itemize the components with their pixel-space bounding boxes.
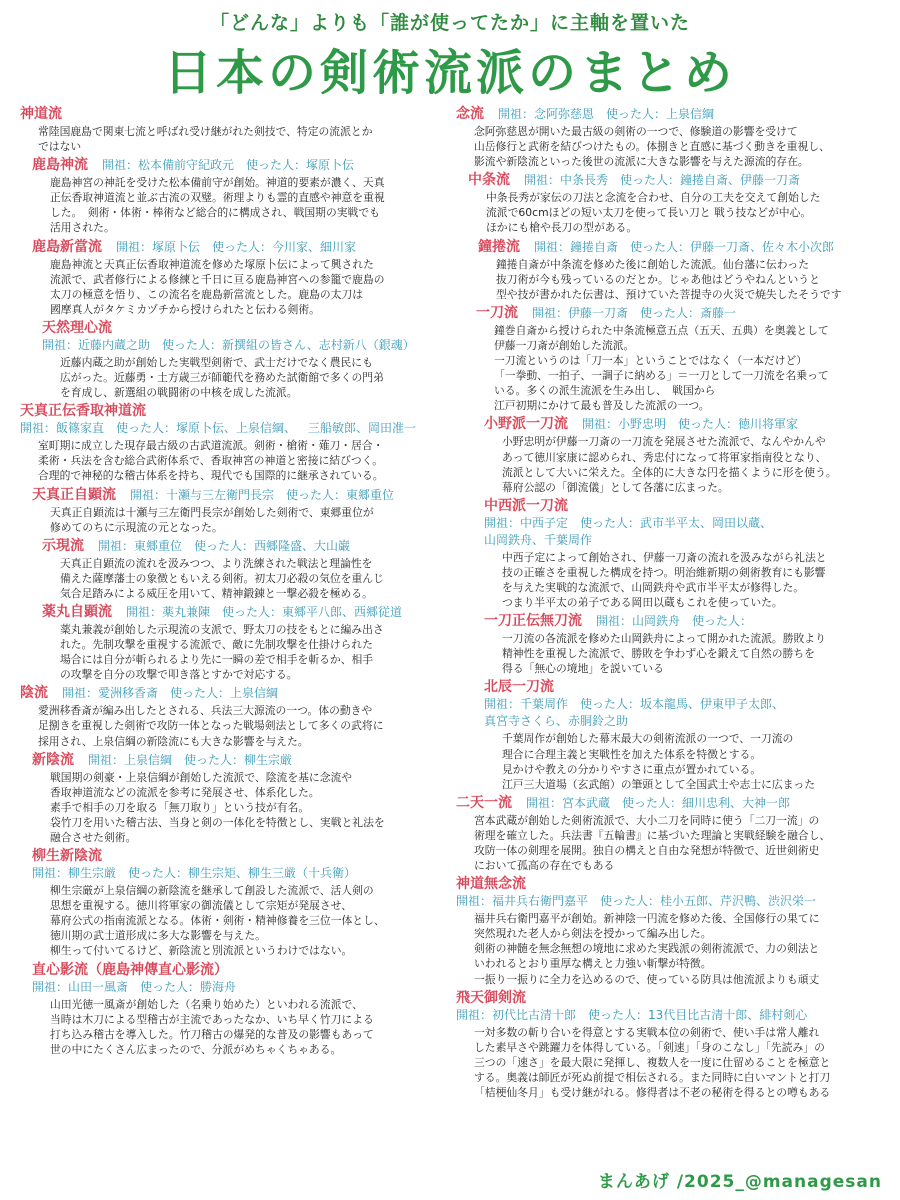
description-line: 鹿島神宮の神託を受けた松本備前守が創始。神道的要素が濃く、天真 — [50, 176, 385, 190]
description-line: 融合させた剣術。 — [50, 831, 137, 844]
school-heading — [484, 613, 886, 630]
founder-label: 開祖：松本備前守紀政元 — [102, 158, 235, 173]
school-heading — [32, 487, 448, 504]
description-line: 当時は木刀による型稽古が主流であったなか、いち早く竹刀による — [50, 1012, 374, 1026]
school-description — [50, 997, 448, 1057]
description-line: 剣術の神髄を無念無想の境地に求めた実践派の剣術流派で、力の剣法と — [474, 942, 820, 956]
school-name: 鹿島新當流 — [32, 238, 102, 255]
users-label: 使った人：塚原卜伝、上泉信綱、 — [116, 421, 297, 436]
users-label: 使った人：新撰組の皆さん、志村新八（銀魂） — [162, 337, 415, 352]
description-line: 採用され、上泉信綱の新陰流にも大きな影響を与えた。 — [38, 734, 309, 748]
description-line: 合理的で神秘的な稽古体系を持ち、現代でも国際的に継承されている。 — [38, 469, 384, 483]
description-line: 型や技が書かれた伝書は、預けていた菩提寺の火災で焼失したそうです — [496, 287, 842, 301]
school-heading — [476, 305, 886, 322]
users-label: 使った人：柳生宗矩、柳生三厳（十兵衛） — [128, 866, 357, 881]
users-label: 使った人：塚原卜伝 — [246, 158, 355, 173]
founder-label: 開祖：伊藤一刀斎 — [532, 305, 629, 320]
school-entry — [456, 498, 886, 610]
description-line: ではない — [38, 140, 82, 154]
description-line: を与えた実戦的な流派で、山岡鉄舟や武市半平太が修得した。 — [502, 580, 805, 594]
school-name: 一刀流 — [476, 304, 518, 321]
school-entry — [20, 403, 448, 483]
school-name: 天然理心流 — [42, 319, 112, 336]
description-line: 江戸三大道場（玄武館）の筆頭として全国武士や志士に広まった — [502, 777, 816, 791]
description-line: した素早さや跳躍力を体得している。「剣速」「身のこなし」「先読み」の — [474, 1040, 825, 1054]
founder-label: 開祖：十瀬与三左衛門長宗 — [130, 487, 275, 502]
description-line: 徳川期の武士道形成に多大な影響を与えた。 — [50, 929, 266, 943]
users-label: 真宮寺さくら、赤胴鈴之助 — [484, 714, 629, 729]
description-line: 修めてのちに示現流の元となった。 — [50, 520, 223, 534]
school-name: 新陰流 — [32, 751, 74, 768]
school-heading — [42, 320, 448, 354]
school-heading — [20, 403, 448, 437]
school-name: 北辰一刀流 — [484, 679, 554, 696]
founder-label: 開祖：初代比古清十郎 — [456, 1007, 577, 1022]
description-line: 柳生宗厳が上泉信綱の新陰流を継承して創設した流派で、活人剣の — [50, 884, 374, 898]
school-entry — [456, 106, 886, 169]
description-line: 備えた薩摩藩士の象徴ともいえる剣術。初太刀必殺の気位を重んじ — [60, 571, 384, 585]
right-column — [456, 106, 886, 1103]
school-meta — [126, 604, 414, 621]
school-heading — [32, 752, 448, 769]
description-line: した。 剣術・体術・棒術など総合的に構成され、戦国期の実戦でも — [50, 206, 380, 220]
description-line: 國摩真人がタケミカヅチから授けられたと伝わる剣術。 — [50, 302, 320, 316]
school-meta — [62, 685, 290, 702]
school-heading — [42, 538, 448, 555]
school-description — [60, 355, 448, 400]
description-line: 一振り一振りに全力を込めるので、使っている防具は他流派よりも頑丈 — [474, 972, 820, 986]
school-description — [50, 770, 448, 845]
school-description — [474, 1025, 886, 1100]
school-description — [502, 631, 886, 676]
school-entry — [20, 487, 448, 535]
school-entry — [20, 848, 448, 958]
school-entry — [20, 157, 448, 235]
school-name: 柳生新陰流 — [32, 848, 102, 865]
description-line: 宮本武蔵が創始した剣術流派で、大小二刀を同時に使う「二刀一流」の — [474, 813, 820, 827]
school-name: 天真正伝香取神道流 — [20, 403, 146, 420]
school-name: 神道流 — [20, 106, 62, 122]
users-label: 使った人：伊藤一刀斎、佐々木小次郎 — [630, 239, 835, 254]
founder-label: 開祖：小野忠明 — [582, 417, 667, 432]
school-meta — [88, 752, 304, 769]
school-heading — [484, 679, 886, 730]
school-meta — [32, 979, 248, 996]
school-entry — [456, 305, 886, 414]
school-description — [502, 434, 886, 494]
description-line: 思想を重視する。徳川将軍家の御流儀として宗矩が発展させ、 — [50, 899, 352, 913]
school-meta — [532, 305, 748, 322]
description-line: 天真正自顕流の流れを汲みつつ、より洗練された戦法と理論性を — [60, 556, 373, 570]
users-label: 使った人：東郷重位 — [286, 487, 395, 502]
users-label: 使った人：徳川将軍家 — [678, 417, 799, 432]
page-title: 日本の剣術流派のまとめ — [163, 45, 736, 101]
description-line: 技の正確さを重視した構成を持つ。明治維新期の剣術教育にも影響 — [502, 565, 826, 579]
school-meta — [130, 487, 406, 504]
description-line: 攻防一体の剣理を展開。独自の構えと自由な発想が特徴で、近世剣術史 — [474, 844, 820, 857]
school-name: 直心影流（鹿島神傳直心影流） — [32, 961, 228, 978]
school-description — [474, 813, 886, 873]
description-line: れた。先制攻撃を重視する流派で、敵に先制攻撃を仕掛けられた — [60, 638, 373, 652]
description-line: 抜刀術が今も残っているのだとか。じゃあ他はどうやねんというと — [496, 272, 820, 286]
description-line: 小野忠明が伊藤一刀斎の一刀流を発展させた流派で、なんやかんや — [502, 435, 826, 449]
description-line: 山田光徳一風斎が創始した（名乗り始めた）といわれる流派で、 — [50, 997, 363, 1011]
description-line: 鐘巻自斎から授けられた中条流極意五点（五天、五典）を奥義として — [494, 323, 829, 337]
school-description — [50, 883, 448, 958]
users-label: 使った人：桂小五郎、芹沢鴨、渋沢栄一 — [600, 894, 817, 909]
description-line: 足捌きを重視した剣術で攻防一体となった戦場剣法として多くの武将に — [38, 719, 384, 733]
school-description — [494, 323, 886, 414]
description-line: 柔術・兵法を含む総合武術体系で、香取神宮の神道と密接に結びつく。 — [38, 454, 384, 468]
users-label: 山岡鉄舟、千葉周作 — [484, 532, 593, 547]
school-entry — [20, 106, 448, 154]
founder-label: 開祖：塚原卜伝 — [116, 239, 201, 254]
school-heading — [484, 416, 886, 433]
founder-label: 開祖：中西子定 — [484, 515, 569, 530]
school-heading — [456, 106, 886, 123]
description-line: 一刀流というのは「刀一本」ということではなく（一本だけど） — [494, 354, 808, 368]
author-credit: まんあげ /2025_@managesan — [597, 1172, 882, 1192]
school-meta — [484, 515, 886, 549]
school-meta — [484, 696, 886, 730]
description-line: 江戸初期にかけて最も普及した流派の一つ。 — [494, 399, 710, 413]
description-line: 幕府公認の「御流儀」として各藩に広まった。 — [502, 480, 729, 494]
school-heading — [20, 106, 448, 123]
school-meta — [98, 538, 362, 555]
users-label: 使った人：武市半平太、岡田以蔵、 — [580, 515, 773, 530]
description-line: あって徳川家康に認められ、秀忠付になって将軍家指南役となり、 — [502, 450, 827, 464]
school-description — [38, 703, 448, 748]
description-line: 正伝香取神道流と並ぶ古流の双璧。術理よりも霊的直感や神意を重視 — [50, 191, 385, 205]
school-entry — [20, 685, 448, 748]
school-description — [486, 190, 886, 235]
school-name: 鐘捲流 — [478, 238, 520, 255]
founder-label: 開祖：東郷重位 — [98, 538, 183, 553]
users-label: 三船敏郎、岡田准一 — [308, 421, 417, 436]
description-line: 愛洲移香斎が編み出したとされる、兵法三大源流の一つ。体の動きや — [38, 704, 373, 718]
school-description — [50, 175, 448, 235]
description-line: 常陸国鹿島で関東七流と呼ばれ受け継がれた剣技で、特定の流派とか — [38, 125, 373, 138]
description-line: 流派で60cmほどの短い太刀を使って長い刀と 戦う技などが中心。 — [486, 206, 812, 220]
description-line: 世の中にたくさん広まったので、分派がめちゃくちゃある。 — [50, 1042, 342, 1056]
school-meta — [116, 239, 368, 256]
school-name: 天真正自顕流 — [32, 486, 116, 503]
school-entry — [456, 239, 886, 302]
school-name: 薬丸自顕流 — [42, 603, 112, 620]
school-description — [502, 731, 886, 791]
founder-label: 開祖：福井兵右衛門嘉平 — [456, 894, 589, 909]
founder-label: 開祖：中条長秀 — [524, 173, 609, 188]
school-description — [38, 124, 448, 154]
school-name: 中条流 — [468, 172, 510, 189]
school-entry — [456, 172, 886, 235]
description-line: 戦国期の剣豪・上泉信綱が創始した流派で、陰流を基に念流や — [50, 770, 353, 784]
founder-label: 開祖：薬丸兼陳 — [126, 604, 211, 619]
school-heading — [32, 962, 448, 996]
school-entry — [20, 604, 448, 682]
founder-label: 開祖：鐘捲自斎 — [534, 239, 619, 254]
description-line: 福井兵右衛門嘉平が創始。新神陰一円流を修めた後、全国修行の果てに — [474, 912, 820, 926]
description-line: の攻撃を自分の攻撃で叩き落とすかで対応する。 — [60, 668, 298, 682]
description-line: 天真正自顕流は十瀬与三左衛門長宗が創始した剣術で、東郷重位が — [50, 505, 374, 519]
description-line: 突然現れた老人から剣法を授かって編み出した。 — [474, 927, 712, 941]
school-heading — [20, 685, 448, 702]
users-label: 使った人： — [692, 614, 753, 629]
users-label: 使った人：勝海舟 — [140, 979, 237, 994]
school-name: 一刀正伝無刀流 — [484, 613, 582, 630]
description-line: いる。多くの派生流派を生み出し、 戦国から — [494, 384, 716, 398]
description-line: 精神性を重視した流派で、勝敗を争わず心を鍛えて自然の勝ちを — [502, 647, 815, 661]
description-line: つまり半平太の弟子である岡田以蔵もこれを使っていた。 — [502, 596, 783, 610]
founder-label: 開祖：上泉信綱 — [88, 752, 173, 767]
school-meta — [534, 239, 846, 256]
description-line: 見かけや教えの分かりやすさに重点が置かれている。 — [502, 762, 762, 776]
users-label: 使った人：東郷平八郎、西郷従道 — [222, 604, 403, 619]
school-entry — [456, 613, 886, 676]
school-name: 中西派一刀流 — [484, 497, 568, 514]
description-line: 流派で、武者修行による修練と千日に亘る鹿島神宮への参籠で鹿島の — [50, 272, 385, 286]
school-heading — [32, 239, 448, 256]
school-meta — [20, 420, 428, 437]
founder-label: 開祖：山岡鉄舟 — [596, 614, 681, 629]
founder-label: 開祖：宮本武蔵 — [526, 795, 611, 810]
description-line: 一刀流の各流派を修めた山岡鉄舟によって開かれた流派。勝敗より — [502, 632, 826, 646]
school-entry — [456, 990, 886, 1100]
school-name: 神道無念流 — [456, 876, 526, 893]
description-line: 幕府公式の指南流派となる。体術・剣術・精神修養を三位一体とし、 — [50, 914, 385, 928]
school-meta — [42, 337, 427, 354]
school-entry — [20, 962, 448, 1057]
description-line: 打ち込み稽古を導入した。竹刀稽古の爆発的な普及の影響もあって — [50, 1027, 374, 1041]
school-name: 二天一流 — [456, 794, 512, 811]
school-meta — [582, 416, 810, 433]
school-meta — [498, 106, 726, 123]
description-line: 山岳修行と武術を結びつけたもの。体捌きと直感に基づく動きを重視し、 — [474, 140, 830, 154]
description-line: ほかにも槍や長刀の型がある。 — [486, 221, 638, 235]
description-line: 鐘捲自斎が中条流を修めた後に創始した流派。仙台藩に伝わった — [496, 257, 809, 271]
description-line: する。奥義は師匠が死ぬ前提で相伝される。また同時に白いマントと打刀 — [474, 1070, 831, 1084]
school-meta — [456, 893, 828, 910]
school-entry — [20, 320, 448, 400]
description-line: 室町期に成立した現存最古級の古武道流派。剣術・槍術・薙刀・居合・ — [38, 439, 384, 453]
school-description — [474, 124, 886, 169]
school-meta — [526, 795, 802, 812]
school-name: 陰流 — [20, 685, 48, 702]
description-line: において孤高の存在でもある — [474, 859, 615, 873]
school-entry — [456, 416, 886, 494]
school-meta — [524, 172, 812, 189]
description-line: 近藤内蔵之助が創始した実戦型剣術で、武士だけでなく農民にも — [60, 355, 373, 369]
users-label: 使った人：上泉信綱 — [606, 107, 715, 121]
school-entry — [456, 795, 886, 873]
description-line: 太刀の極意を悟り、この流名を鹿島新當流とした。鹿島の太刀は — [50, 287, 364, 301]
school-description — [60, 556, 448, 601]
school-heading — [42, 604, 448, 621]
school-description — [496, 257, 886, 302]
description-line: 柳生って付いてるけど、新陰流と別流派というわけではない。 — [50, 944, 353, 958]
users-label: 使った人：西郷隆盛、大山巌 — [194, 538, 351, 553]
founder-label: 開祖：愛洲移香斎 — [62, 686, 159, 701]
users-label: 使った人：上泉信綱 — [170, 686, 279, 701]
users-label: 使った人：柳生宗厳 — [184, 752, 293, 767]
description-line: 得る「無心の境地」を説いている — [502, 662, 664, 676]
header — [0, 0, 900, 100]
description-line: 三つの「速さ」を最大限に発揮し、複数人を一度に仕留めることを極意と — [474, 1055, 831, 1069]
founder-label: 開祖：千葉周作 — [484, 697, 569, 712]
school-heading — [484, 498, 886, 549]
school-name: 念流 — [456, 106, 484, 122]
school-meta — [456, 1007, 819, 1024]
school-description — [502, 550, 886, 610]
founder-label: 開祖：近藤内蔵之助 — [42, 337, 151, 352]
description-line: 影流や新陰流といった後世の流派に大きな影響を与えた源流的存在。 — [474, 155, 809, 169]
school-name: 飛天御剣流 — [456, 989, 526, 1006]
description-line: 中西子定によって創始され、伊藤一刀斎の流れを汲みながら礼法と — [502, 550, 827, 564]
description-line: 一対多数の斬り合いを得意とする実戦本位の剣術で、使い手は常人離れ — [474, 1025, 820, 1039]
description-line: 素手で相手の刀を取る「無刀取り」という技が有名。 — [50, 800, 310, 814]
founder-label: 開祖：念阿弥慈恩 — [498, 107, 595, 121]
description-line: 気合足踏みによる威圧を用いて、精神鍛錬と一撃必殺を極める。 — [60, 586, 373, 600]
description-line: 伊藤一刀斎が創始した流派。 — [494, 338, 635, 352]
school-meta — [102, 157, 366, 174]
school-heading — [456, 990, 886, 1024]
subtitle: 「どんな」よりも「誰が使ってたか」に主軸を置いた — [209, 12, 690, 34]
school-meta — [32, 865, 368, 882]
school-heading — [478, 239, 886, 256]
school-description — [60, 622, 448, 682]
description-line: 中条長秀が家伝の刀法と念流を合わせ、自分の工夫を交えて創始した — [486, 191, 821, 205]
left-column — [20, 106, 448, 1060]
description-line: 理合に合理主義と実戦性を加えた体系を特徴とする。 — [502, 747, 762, 761]
description-line: 「桔梗仙冬月」も受け継がれる。修得者は不老の秘術を得るとの噂もある — [474, 1086, 831, 1100]
school-description — [474, 911, 886, 986]
school-description — [50, 257, 448, 317]
description-line: 術理を確立した。兵法書『五輪書』に基づいた理論と実戦経験を融合し、 — [474, 828, 831, 842]
users-label: 使った人：斎藤一 — [640, 305, 737, 320]
school-description — [50, 505, 448, 535]
school-entry — [456, 679, 886, 791]
school-name: 示現流 — [42, 537, 84, 554]
users-label: 使った人：細川忠利、大神一郎 — [622, 795, 791, 810]
description-line: 香取神道流などの流派を参考に発展させ、体系化した。 — [50, 785, 320, 799]
school-entry — [20, 538, 448, 601]
description-line: を育成し、新選組の戦闘術の中核を成した流派。 — [60, 386, 298, 400]
school-description — [38, 438, 448, 483]
school-entry — [20, 752, 448, 845]
description-line: 広がった。近藤勇・土方歳三が師範代を務めた試衛館で多くの門弟 — [60, 371, 384, 385]
users-label: 使った人：13代目比古清十郎、緋村剣心 — [588, 1007, 808, 1022]
school-heading — [456, 876, 886, 910]
description-line: 鹿島神流と天真正伝香取神道流を修めた塚原卜伝によって興された — [50, 257, 374, 271]
school-entry — [20, 239, 448, 317]
users-label: 使った人：坂本龍馬、伊東甲子太郎、 — [580, 697, 785, 712]
school-heading — [32, 848, 448, 882]
school-heading — [456, 795, 886, 812]
description-line: いわれるとおり重厚な構えと力強い斬撃が特徴。 — [474, 957, 712, 971]
description-line: 薬丸兼義が創始した示現流の支派で、野太刀の技をもとに編み出さ — [60, 622, 384, 636]
school-entry — [456, 876, 886, 986]
description-line: 千葉周作が創始した幕末最大の剣術流派の一つで、一刀流の — [502, 732, 794, 746]
founder-label: 開祖：柳生宗厳 — [32, 866, 117, 881]
school-name: 鹿島神流 — [32, 157, 88, 174]
description-line: 念阿弥慈恩が開いた最古級の剣術の一つで、修験道の影響を受けて — [474, 125, 798, 138]
description-line: 場合には自分が斬られるより先に一瞬の差で相手を斬るか、相手 — [60, 653, 374, 667]
school-heading — [468, 172, 886, 189]
users-label: 使った人：鐘捲自斎、伊藤一刀斎 — [620, 173, 801, 188]
founder-label: 開祖：山田一風斎 — [32, 979, 129, 994]
school-meta — [596, 613, 764, 630]
founder-label: 開祖：飯篠家直 — [20, 421, 105, 436]
school-heading — [32, 157, 448, 174]
description-line: 袋竹刀を用いた稽古法、当身と剣の一体化を特徴とし、実戦と礼法を — [50, 815, 385, 829]
users-label: 使った人：今川家、細川家 — [212, 239, 357, 254]
description-line: 「一拳動、一拍子、一調子に納める」＝一刀として一刀流を名乗って — [494, 369, 829, 383]
description-line: 活用された。 — [50, 221, 115, 235]
school-name: 小野派一刀流 — [484, 416, 568, 433]
description-line: 流派として大いに栄えた。全体的に大きな円を描くように形を使う。 — [502, 465, 837, 479]
